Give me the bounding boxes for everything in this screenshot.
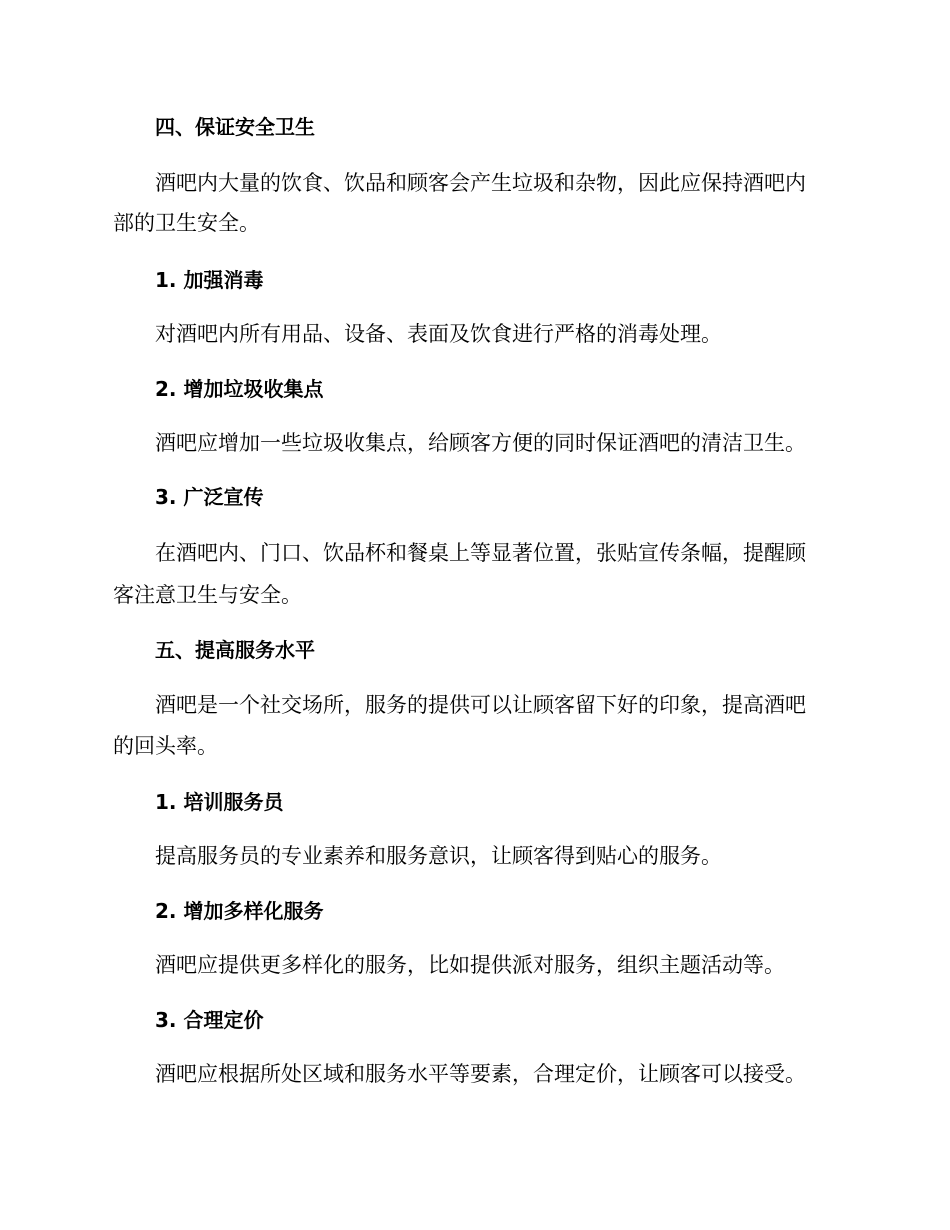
subsection-heading: 1. 培训服务员 xyxy=(155,790,284,814)
paragraph-line: 酒吧应增加一些垃圾收集点，给顾客方便的同时保证酒吧的清洁卫生。 xyxy=(155,431,806,455)
paragraph-line: 酒吧是一个社交场所，服务的提供可以让顾客留下好的印象，提高酒吧 xyxy=(155,693,806,717)
section-heading: 五、提高服务水平 xyxy=(155,638,315,662)
paragraph-line: 酒吧应根据所处区域和服务水平等要素，合理定价，让顾客可以接受。 xyxy=(155,1062,806,1086)
paragraph-line: 客注意卫生与安全。 xyxy=(113,583,302,607)
subsection-heading: 1. 加强消毒 xyxy=(155,268,264,292)
paragraph-line: 部的卫生安全。 xyxy=(113,211,260,235)
section-heading: 四、保证安全卫生 xyxy=(155,115,315,139)
subsection-heading: 2. 增加多样化服务 xyxy=(155,899,324,923)
paragraph-line: 在酒吧内、门口、饮品杯和餐桌上等显著位置，张贴宣传条幅，提醒顾 xyxy=(155,541,806,565)
paragraph-line: 酒吧内大量的饮食、饮品和顾客会产生垃圾和杂物，因此应保持酒吧内 xyxy=(155,171,806,195)
subsection-heading: 2. 增加垃圾收集点 xyxy=(155,377,324,401)
paragraph-line: 对酒吧内所有用品、设备、表面及饮食进行严格的消毒处理。 xyxy=(155,322,722,346)
paragraph-line: 的回头率。 xyxy=(113,734,218,758)
subsection-heading: 3. 广泛宣传 xyxy=(155,485,264,509)
paragraph-line: 酒吧应提供更多样化的服务，比如提供派对服务，组织主题活动等。 xyxy=(155,953,785,977)
subsection-heading: 3. 合理定价 xyxy=(155,1008,264,1032)
paragraph-line: 提高服务员的专业素养和服务意识，让顾客得到贴心的服务。 xyxy=(155,844,722,868)
